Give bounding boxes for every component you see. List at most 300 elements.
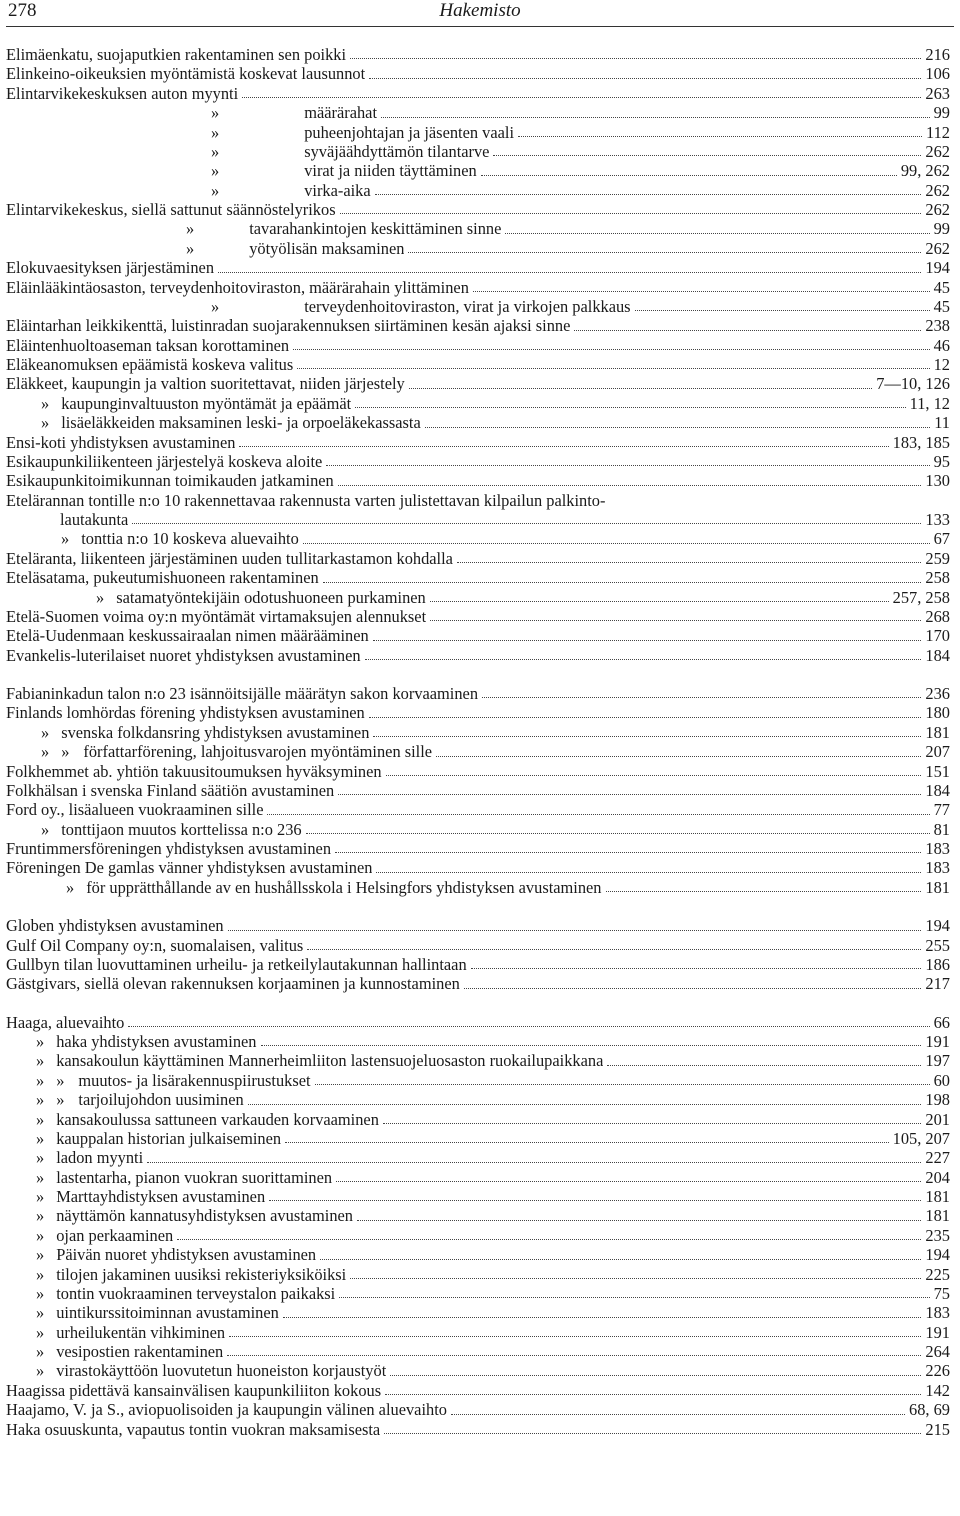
page-reference: 66 (933, 1012, 950, 1032)
index-entry (6, 742, 950, 761)
page-reference: 106 (925, 64, 950, 84)
entry-text: näyttämön kannatusyhdistyksen avustaminen (56, 1206, 354, 1226)
entry-text: lisäeläkkeiden maksaminen leski- ja orpoeläkekassasta (61, 413, 421, 433)
entry-text: terveydenhoitoviraston, virat ja virkojen palkkaus (304, 296, 631, 316)
page-reference: 183, 185 (892, 432, 950, 452)
entry-text: för upprätthållande av en hushållsskola i Helsingfors yhdistyksen avustaminen (86, 877, 602, 897)
entry-text: Ensi-koti yhdistyksen avustaminen (6, 432, 236, 452)
page-header (6, 0, 954, 36)
index-entry (6, 413, 950, 432)
entry-text: Esikaupunkiliikenteen järjestelyä koskeva aloite (6, 451, 323, 471)
ditto-mark: » (41, 413, 50, 433)
entry-text: Elintarvikekeskuksen auton myynti (6, 83, 239, 103)
leader-dots (451, 1413, 905, 1415)
entry-text: Gulf Oil Company oy:n, suomalaisen, valitus (6, 935, 304, 955)
entry-text: virastokäyttöön luovutetun huoneiston korjaustyöt (56, 1361, 387, 1381)
index-entry (6, 936, 950, 955)
index-entry (6, 549, 950, 568)
entry-text: virka-aika (304, 180, 371, 200)
entry-text: Etelä-Uudenmaan keskussairaalan nimen määrääminen (6, 626, 369, 646)
page-reference: 262 (925, 238, 950, 258)
ditto-mark: » (211, 103, 220, 123)
page-reference: 236 (925, 684, 950, 703)
page-reference: 81 (933, 819, 950, 839)
ditto-mark: » (36, 1206, 45, 1226)
ditto-mark: » (61, 742, 70, 762)
page-reference: 151 (925, 761, 950, 781)
leader-dots (350, 57, 921, 59)
leader-dots (635, 309, 930, 311)
page-reference: 99 (933, 219, 950, 239)
index-entry (6, 297, 950, 316)
page-reference: 184 (925, 780, 950, 800)
index-entry (6, 45, 950, 64)
page-reference: 184 (925, 645, 950, 665)
index-entry (6, 1361, 950, 1380)
leader-dots (297, 367, 929, 369)
ditto-mark: » (186, 238, 195, 258)
ditto-mark: » (36, 1051, 45, 1071)
index-group-e (6, 45, 950, 665)
page-reference: 7—10, 126 (876, 374, 950, 394)
page-reference: 181 (925, 722, 950, 742)
page-reference: 197 (925, 1051, 950, 1071)
index-entry (6, 278, 950, 297)
ditto-mark: » (56, 1070, 65, 1090)
page-reference: 186 (925, 954, 950, 974)
entry-text: Eläintenhuoltoaseman taksan korottaminen (6, 335, 290, 355)
entry-text: Elokuvaesityksen järjestäminen (6, 258, 215, 278)
index-entry (6, 433, 950, 452)
index-entry (6, 1090, 950, 1109)
ditto-mark: » (36, 1187, 45, 1206)
entry-text: syväjäähdyttämön tilantarve (304, 141, 490, 161)
ditto-mark: » (211, 180, 220, 200)
page-reference: 191 (925, 1032, 950, 1051)
index-entry (6, 1148, 950, 1167)
index-entry (6, 1129, 950, 1148)
leader-dots (518, 135, 922, 137)
index-entry (6, 142, 950, 161)
index-entry (6, 1284, 950, 1303)
page-reference: 45 (933, 296, 950, 316)
leader-dots (473, 290, 930, 292)
leader-dots (340, 212, 922, 214)
entry-text: Etelärannan tontille n:o 10 rakennettavaa rakennusta varten julistettavan kilpailun palkinto- (6, 490, 606, 510)
ditto-mark: » (41, 393, 50, 413)
page-reference: 77 (933, 800, 950, 820)
page-reference: 238 (925, 316, 950, 336)
index-entry (6, 626, 950, 645)
index-entry (6, 1187, 950, 1206)
ditto-mark: » (41, 722, 50, 742)
page-reference: 99, 262 (900, 161, 950, 181)
page-reference: 181 (925, 1206, 950, 1226)
index-entry (6, 878, 950, 897)
leader-dots (229, 1335, 921, 1337)
index-entry (6, 723, 950, 742)
ditto-mark: » (61, 529, 70, 549)
index-entry (6, 1168, 950, 1187)
ditto-mark: » (41, 819, 50, 839)
leader-dots (315, 1083, 930, 1085)
ditto-mark: » (36, 1128, 45, 1148)
index-entry (6, 336, 950, 355)
page-reference: 180 (925, 703, 950, 723)
entry-text: tonttia n:o 10 koskeva aluevaihto (81, 529, 299, 549)
entry-text: lastentarha, pianon vuokran suorittaminen (56, 1167, 333, 1187)
index-entry (6, 219, 950, 238)
entry-text: Gästgivars, siellä olevan rakennuksen korjaaminen ja kunnostaminen (6, 974, 460, 994)
entry-text: Eteläranta, liikenteen järjestäminen uuden tullitarkastamon kohdalla (6, 548, 453, 568)
leader-dots (128, 1025, 929, 1027)
leader-dots (228, 929, 922, 931)
index-group-f (6, 684, 950, 897)
index-entry (6, 588, 950, 607)
page-reference: 142 (925, 1380, 950, 1400)
index-entry (6, 161, 950, 180)
page-reference: 99 (933, 103, 950, 123)
leader-dots (336, 1180, 921, 1182)
leader-dots (384, 1432, 921, 1434)
page-reference: 204 (925, 1167, 950, 1187)
index-entry (6, 1110, 950, 1129)
page-reference: 227 (925, 1148, 950, 1168)
ditto-mark: » (211, 141, 220, 161)
page-reference: 46 (933, 335, 950, 355)
entry-text: Etelä-Suomen voima oy:n myöntämät virtamaksujen alennukset (6, 606, 427, 626)
entry-text: tarjoilujohdon uusiminen (78, 1090, 244, 1110)
index-list (6, 45, 950, 1439)
entry-text: Fabianinkadun talon n:o 23 isännöitsijälle määrätyn sakon korvaaminen (6, 684, 479, 703)
entry-text: kaupunginvaltuuston myöntämät ja epäämät (61, 393, 352, 413)
entry-text: Föreningen De gamlas vänner yhdistyksen avustaminen (6, 858, 373, 878)
leader-dots (355, 406, 905, 408)
page-reference: 12 (933, 355, 950, 374)
ditto-mark: » (96, 587, 105, 607)
leader-dots (493, 154, 921, 156)
page-reference: 11 (934, 413, 950, 433)
page-reference: 215 (925, 1419, 950, 1439)
page-reference: 255 (925, 935, 950, 955)
leader-dots (607, 1064, 921, 1066)
entry-text: Evankelis-luterilaiset nuoret yhdistyksen avustaminen (6, 645, 361, 665)
index-entry (6, 394, 950, 413)
ditto-mark: » (36, 1070, 45, 1090)
page-reference: 259 (925, 548, 950, 568)
entry-text: ladon myynti (56, 1148, 144, 1168)
leader-dots (373, 639, 922, 641)
leader-dots (218, 271, 921, 273)
entry-text: författarförening, lahjoitusvarojen myöntäminen sille (83, 742, 433, 762)
entry-text: Folkhemmet ab. yhtiön takuusitoumuksen hyväksyminen (6, 761, 382, 781)
entry-text: Gullbyn tilan luovuttaminen urheilu- ja retkeilylautakunnan hallintaan (6, 954, 467, 974)
leader-dots (357, 1219, 921, 1221)
leader-dots (369, 716, 922, 718)
leader-dots (335, 851, 921, 853)
page-reference: 268 (925, 606, 950, 626)
leader-dots (283, 1316, 922, 1318)
leader-dots (365, 658, 922, 660)
page-reference: 262 (925, 200, 950, 219)
entry-text: kansakoulun käyttäminen Mannerheimliiton lastensuojeluosaston ruokailupaikkana (56, 1051, 604, 1071)
leader-dots (227, 1354, 921, 1356)
page-reference: 264 (925, 1342, 950, 1361)
entry-text: Haajamo, V. ja S., aviopuolisoiden ja kaupungin välinen aluevaihto (6, 1400, 447, 1420)
leader-dots (574, 329, 921, 331)
ditto-mark: » (36, 1225, 45, 1245)
page-reference: 11, 12 (909, 393, 950, 413)
index-entry (6, 858, 950, 877)
index-entry (6, 452, 950, 471)
index-entry (6, 1265, 950, 1284)
ditto-mark: » (66, 877, 75, 897)
leader-dots (408, 251, 921, 253)
entry-text: Eteläsatama, pukeutumishuoneen rakentaminen (6, 568, 319, 588)
entry-text: uintikurssitoiminnan avustaminen (56, 1303, 279, 1323)
page-reference: 257, 258 (892, 587, 950, 607)
entry-text: Esikaupunkitoimikunnan toimikauden jatkaminen (6, 471, 334, 491)
leader-dots (350, 1277, 921, 1279)
ditto-mark: » (211, 296, 220, 316)
leader-dots (320, 1258, 921, 1260)
leader-dots (306, 832, 930, 834)
page-reference: 181 (925, 877, 950, 897)
page-reference: 258 (925, 568, 950, 588)
index-entry (6, 200, 950, 219)
leader-dots (481, 174, 897, 176)
leader-dots (326, 464, 929, 466)
index-entry (6, 1323, 950, 1342)
page-reference: 194 (925, 258, 950, 278)
entry-text: puheenjohtajan ja jäsenten vaali (304, 122, 515, 142)
leader-dots (147, 1161, 921, 1163)
entry-text: tonttijaon muutos korttelissa n:o 236 (61, 819, 302, 839)
index-entry (6, 316, 950, 335)
entry-text: Folkhälsan i svenska Finland säätiön avustaminen (6, 780, 335, 800)
ditto-mark: » (36, 1148, 45, 1168)
ditto-mark: » (36, 1322, 45, 1342)
leader-dots (339, 1296, 929, 1298)
page-reference: 262 (925, 141, 950, 161)
page-reference: 45 (933, 277, 950, 297)
index-entry (6, 64, 950, 83)
page-reference: 67 (933, 529, 950, 549)
entry-text: ojan perkaaminen (56, 1225, 174, 1245)
ditto-mark: » (36, 1032, 45, 1051)
leader-dots (323, 581, 922, 583)
page-reference: 263 (925, 83, 950, 103)
ditto-mark: » (36, 1245, 45, 1265)
page-reference: 130 (925, 471, 950, 491)
entry-text: Haaga, aluevaihto (6, 1012, 125, 1032)
index-entry (6, 955, 950, 974)
ditto-mark: » (36, 1090, 45, 1110)
entry-text: tavarahankintojen keskittäminen sinne (249, 219, 502, 239)
page-reference: 207 (925, 742, 950, 762)
entry-text: lautakunta (60, 510, 129, 529)
ditto-mark: » (36, 1167, 45, 1187)
entry-text: Eläkeanomuksen epäämistä koskeva valitus (6, 355, 294, 374)
page-reference: 194 (925, 1245, 950, 1265)
index-entry (6, 703, 950, 722)
leader-dots (307, 948, 921, 950)
page-reference: 183 (925, 1303, 950, 1323)
page-reference: 183 (925, 839, 950, 858)
leader-dots (373, 735, 921, 737)
index-entry (6, 1303, 950, 1322)
index-entry (6, 84, 950, 103)
leader-dots (177, 1238, 921, 1240)
page-reference: 75 (933, 1283, 950, 1303)
leader-dots (385, 1393, 921, 1395)
page-reference: 262 (925, 180, 950, 200)
index-entry (6, 1013, 950, 1032)
running-title: Hakemisto (439, 0, 521, 21)
page-reference: 60 (933, 1070, 950, 1090)
entry-text: urheilukentän vihkiminen (56, 1322, 226, 1342)
index-entry (6, 491, 950, 530)
index-entry (6, 1381, 950, 1400)
index-entry (6, 529, 950, 548)
entry-text: svenska folkdansring yhdistyksen avustaminen (61, 722, 370, 742)
index-entry (6, 1245, 950, 1264)
entry-text: Fruntimmersföreningen yhdistyksen avustaminen (6, 839, 332, 858)
leader-dots (132, 522, 921, 524)
page-reference: 226 (925, 1361, 950, 1381)
leader-dots (505, 232, 929, 234)
leader-dots (383, 1122, 922, 1124)
index-entry (6, 684, 950, 703)
entry-text: Elintarvikekeskus, siellä sattunut säännöstelyrikos (6, 200, 336, 219)
page-number: 278 (8, 0, 37, 21)
leader-dots (261, 1044, 922, 1046)
ditto-mark: » (36, 1361, 45, 1381)
index-entry (6, 103, 950, 122)
page-reference: 235 (925, 1225, 950, 1245)
leader-dots (409, 387, 873, 389)
leader-dots (430, 600, 889, 602)
page-reference: 68, 69 (909, 1400, 950, 1420)
ditto-mark: » (36, 1109, 45, 1129)
leader-dots (606, 890, 922, 892)
entry-text: Päivän nuoret yhdistyksen avustaminen (56, 1245, 317, 1265)
page-reference: 181 (925, 1187, 950, 1206)
leader-dots (269, 1199, 921, 1201)
entry-text: Elinkeino-oikeuksien myöntämistä koskevat lausunnot (6, 64, 366, 84)
page-reference: 133 (925, 510, 950, 529)
entry-text: Elimäenkatu, suojaputkien rakentaminen sen poikki (6, 45, 347, 64)
leader-dots (293, 348, 929, 350)
entry-text: vesipostien rakentaminen (56, 1342, 224, 1361)
entry-text: virat ja niiden täyttäminen (304, 161, 477, 181)
entry-text: Finlands lomhördas förening yhdistyksen avustaminen (6, 703, 365, 723)
index-entry (6, 1226, 950, 1245)
entry-text: Ford oy., lisäalueen vuokraaminen sille (6, 800, 264, 820)
entry-text: muutos- ja lisärakennuspiirustukset (78, 1070, 311, 1090)
index-group-h (6, 1013, 950, 1439)
entry-text: Eläintarhan leikkikenttä, luistinradan suojarakennuksen siirtäminen kesän ajaksi sinne (6, 316, 571, 336)
page-reference: 201 (925, 1109, 950, 1129)
index-entry (6, 1420, 950, 1439)
index-entry (6, 974, 950, 993)
leader-dots (338, 793, 921, 795)
leader-dots (464, 987, 922, 989)
index-entry (6, 239, 950, 258)
leader-dots (267, 813, 929, 815)
leader-dots (430, 619, 921, 621)
ditto-mark: » (56, 1090, 65, 1110)
index-entry (6, 1206, 950, 1225)
entry-text: tontin vuokraaminen terveystalon paikaksi (56, 1283, 336, 1303)
page-reference: 216 (925, 45, 950, 64)
page-reference: 105, 207 (892, 1128, 950, 1148)
page-reference: 191 (925, 1322, 950, 1342)
leader-dots (482, 696, 921, 698)
ditto-mark: » (211, 161, 220, 181)
leader-dots (471, 967, 922, 969)
leader-dots (369, 77, 921, 79)
index-entry (6, 181, 950, 200)
index-entry (6, 1342, 950, 1361)
index-entry (6, 258, 950, 277)
index-entry (6, 762, 950, 781)
page-reference: 225 (925, 1264, 950, 1284)
index-entry (6, 646, 950, 665)
ditto-mark: » (36, 1264, 45, 1284)
leader-dots (338, 484, 922, 486)
index-entry (6, 1071, 950, 1090)
entry-text: kauppalan historian julkaiseminen (56, 1128, 282, 1148)
leader-dots (436, 755, 921, 757)
entry-text: kansakoulussa sattuneen varkauden korvaaminen (56, 1109, 379, 1129)
leader-dots (376, 871, 921, 873)
leader-dots (381, 116, 930, 118)
leader-dots (375, 193, 922, 195)
leader-dots (457, 561, 921, 563)
page-reference: 194 (925, 916, 950, 936)
index-entry (6, 607, 950, 626)
ditto-mark: » (36, 1303, 45, 1323)
index-entry (6, 839, 950, 858)
leader-dots (303, 542, 930, 544)
index-entry (6, 355, 950, 374)
ditto-mark: » (36, 1342, 45, 1361)
leader-dots (285, 1141, 889, 1143)
entry-text: yötyölisän maksaminen (249, 238, 405, 258)
index-entry (6, 820, 950, 839)
page-reference: 198 (925, 1090, 950, 1110)
page-reference: 112 (926, 122, 950, 142)
index-entry (6, 800, 950, 819)
leader-dots (248, 1103, 922, 1105)
index-entry (6, 1032, 950, 1051)
index-entry (6, 123, 950, 142)
index-entry (6, 781, 950, 800)
page-reference: 183 (925, 858, 950, 878)
leader-dots (390, 1374, 921, 1376)
ditto-mark: » (211, 122, 220, 142)
index-entry (6, 471, 950, 490)
entry-text: tilojen jakaminen uusiksi rekisteriyksiköiksi (56, 1264, 347, 1284)
leader-dots (425, 426, 930, 428)
entry-text: Haagissa pidettävä kansainvälisen kaupunkiliiton kokous (6, 1380, 382, 1400)
entry-text: määrärahat (304, 103, 377, 123)
entry-text: Globen yhdistyksen avustaminen (6, 916, 224, 936)
index-entry (6, 374, 950, 393)
leader-dots (386, 774, 922, 776)
index-group-g (6, 916, 950, 994)
